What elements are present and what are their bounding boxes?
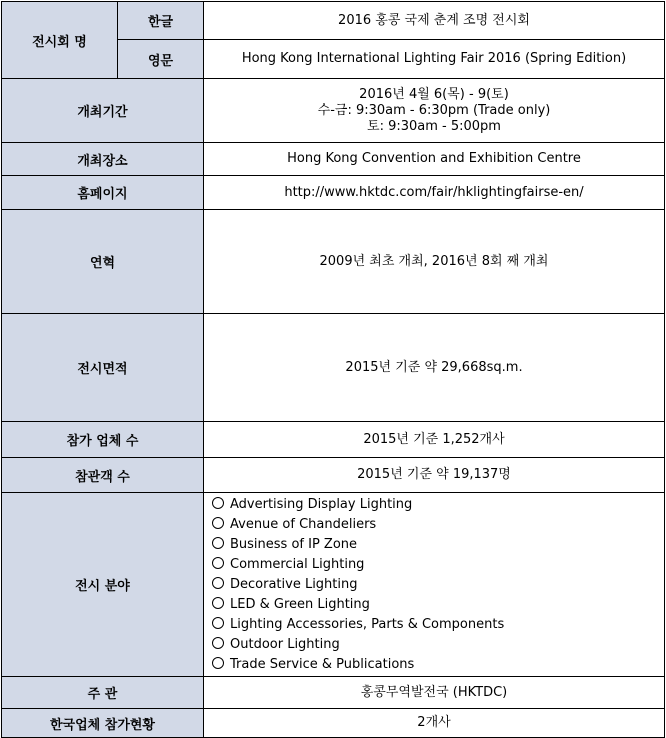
history-label: 연혁 (2, 210, 204, 314)
field-text: Business of IP Zone (230, 536, 358, 552)
field-text: Decorative Lighting (230, 576, 358, 592)
field-text: Commercial Lighting (230, 556, 365, 572)
list-item (212, 555, 664, 575)
fields-row (2, 493, 665, 677)
english-name-value: Hong Kong International Lighting Fair 2016 (Spring Edition) (204, 40, 665, 79)
venue-value: Hong Kong Convention and Exhibition Centre (204, 143, 665, 176)
list-item (212, 595, 664, 615)
period-saturday-hours: 토: 9:30am - 5:00pm (367, 118, 501, 134)
organizer-row (2, 677, 665, 709)
period-dates: 2016년 4월 6(목) - 9(토) (359, 86, 509, 102)
korean-companies-row (2, 709, 665, 738)
list-item (212, 495, 664, 515)
circle-bullet-icon (212, 537, 224, 549)
list-item (212, 635, 664, 655)
field-text: Avenue of Chandeliers (230, 516, 377, 532)
circle-bullet-icon (212, 517, 224, 529)
period-value (204, 79, 665, 143)
homepage-row (2, 176, 665, 210)
korean-companies-label: 한국업체 참가현황 (2, 709, 204, 738)
area-value: 2015년 기준 약 29,668sq.m. (204, 314, 665, 422)
english-label: 영문 (118, 40, 204, 79)
homepage-label: 홈페이지 (2, 176, 204, 210)
homepage-link[interactable]: http://www.hktdc.com/fair/hklightingfairse-en/ (204, 176, 665, 210)
korean-label: 한글 (118, 2, 204, 40)
korean-companies-value: 2개사 (204, 709, 665, 738)
field-text: LED & Green Lighting (230, 596, 370, 612)
period-label: 개최기간 (2, 79, 204, 143)
organizer-label: 주 관 (2, 677, 204, 709)
visitors-value: 2015년 기준 약 19,137명 (204, 458, 665, 493)
exhibitors-value: 2015년 기준 1,252개사 (204, 422, 665, 458)
circle-bullet-icon (212, 497, 224, 509)
list-item (212, 655, 664, 675)
period-row (2, 79, 665, 143)
list-item (212, 535, 664, 555)
visitors-row (2, 458, 665, 493)
field-text: Outdoor Lighting (230, 636, 340, 652)
area-row (2, 314, 665, 422)
list-item (212, 515, 664, 535)
exhibitors-row (2, 422, 665, 458)
circle-bullet-icon (212, 657, 224, 669)
area-label: 전시면적 (2, 314, 204, 422)
field-text: Advertising Display Lighting (230, 496, 413, 512)
visitors-label: 참관객 수 (2, 458, 204, 493)
fields-value (204, 493, 665, 677)
exhibition-name-label: 전시회 명 (2, 2, 118, 79)
period-weekday-hours: 수-금: 9:30am - 6:30pm (Trade only) (317, 102, 551, 118)
exhibitors-label: 참가 업체 수 (2, 422, 204, 458)
history-value: 2009년 최초 개최, 2016년 8회 째 개최 (204, 210, 665, 314)
korean-name-row (2, 2, 665, 40)
korean-name-value: 2016 홍콩 국제 춘계 조명 전시회 (204, 2, 665, 40)
fields-list (212, 495, 664, 675)
circle-bullet-icon (212, 617, 224, 629)
venue-row (2, 143, 665, 176)
exhibition-info-table (1, 1, 665, 738)
circle-bullet-icon (212, 577, 224, 589)
field-text: Trade Service & Publications (230, 656, 415, 672)
field-text: Lighting Accessories, Parts & Components (230, 616, 505, 632)
circle-bullet-icon (212, 637, 224, 649)
list-item (212, 615, 664, 635)
history-row (2, 210, 665, 314)
circle-bullet-icon (212, 597, 224, 609)
list-item (212, 575, 664, 595)
venue-label: 개최장소 (2, 143, 204, 176)
fields-label: 전시 분야 (2, 493, 204, 677)
circle-bullet-icon (212, 557, 224, 569)
organizer-value: 홍콩무역발전국 (HKTDC) (204, 677, 665, 709)
